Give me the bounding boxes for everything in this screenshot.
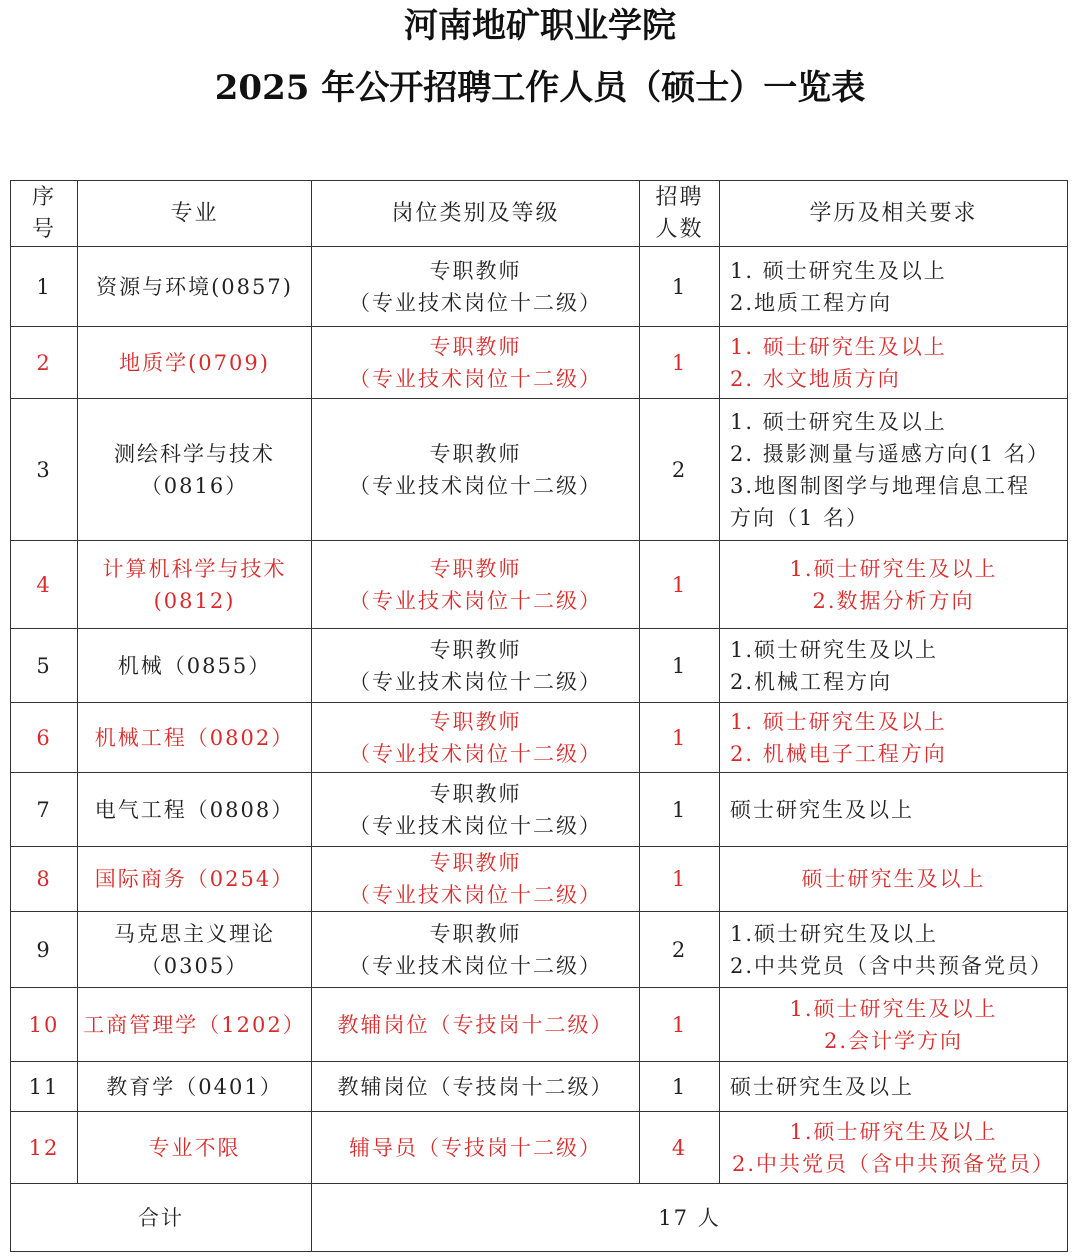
cell-seq: 5 xyxy=(11,629,78,703)
table-row xyxy=(11,541,1068,629)
table-header-row xyxy=(11,181,1068,247)
cell-major: 机械（0855） xyxy=(78,629,312,703)
cell-count: 1 xyxy=(640,847,720,912)
cell-major: 资源与环境(0857) xyxy=(78,247,312,327)
cell-count: 4 xyxy=(640,1112,720,1184)
cell-post: 专职教师 （专业技术岗位十二级） xyxy=(312,703,640,773)
cell-seq: 9 xyxy=(11,912,78,988)
recruitment-table xyxy=(10,180,1068,1252)
cell-requirements: 1.硕士研究生及以上 2.数据分析方向 xyxy=(720,541,1068,629)
table-row xyxy=(11,399,1068,541)
header-seq: 序 号 xyxy=(11,181,78,247)
cell-post: 专职教师 （专业技术岗位十二级） xyxy=(312,629,640,703)
document-subtitle: 2025 年公开招聘工作人员（硕士）一览表 xyxy=(214,68,866,108)
table-row xyxy=(11,988,1068,1062)
cell-seq: 1 xyxy=(11,247,78,327)
table-row xyxy=(11,247,1068,327)
cell-count: 1 xyxy=(640,703,720,773)
cell-post: 专职教师 （专业技术岗位十二级） xyxy=(312,847,640,912)
cell-requirements: 1.硕士研究生及以上 2.会计学方向 xyxy=(720,988,1068,1062)
cell-requirements: 1.硕士研究生及以上 2.中共党员（含中共预备党员） xyxy=(720,912,1068,988)
cell-seq: 12 xyxy=(11,1112,78,1184)
cell-major: 马克思主义理论 （0305） xyxy=(78,912,312,988)
header-major: 专业 xyxy=(78,181,312,247)
cell-major: 国际商务（0254） xyxy=(78,847,312,912)
cell-requirements: 硕士研究生及以上 xyxy=(720,1062,1068,1112)
cell-post: 辅导员（专技岗十二级） xyxy=(312,1112,640,1184)
cell-count: 1 xyxy=(640,327,720,399)
cell-requirements: 1.硕士研究生及以上 2.中共党员（含中共预备党员） xyxy=(720,1112,1068,1184)
cell-major: 工商管理学（1202） xyxy=(78,988,312,1062)
document-title: 河南地矿职业学院 xyxy=(404,6,676,46)
cell-requirements: 1.硕士研究生及以上 2.机械工程方向 xyxy=(720,629,1068,703)
cell-seq: 11 xyxy=(11,1062,78,1112)
cell-major: 电气工程（0808） xyxy=(78,773,312,847)
total-value: 17 人 xyxy=(312,1184,1068,1252)
cell-count: 1 xyxy=(640,773,720,847)
cell-major: 机械工程（0802） xyxy=(78,703,312,773)
total-row xyxy=(11,1184,1068,1252)
cell-seq: 3 xyxy=(11,399,78,541)
cell-count: 1 xyxy=(640,1062,720,1112)
table-row xyxy=(11,1062,1068,1112)
cell-seq: 8 xyxy=(11,847,78,912)
cell-requirements: 1. 硕士研究生及以上 2.地质工程方向 xyxy=(720,247,1068,327)
cell-count: 2 xyxy=(640,912,720,988)
cell-count: 2 xyxy=(640,399,720,541)
cell-major: 测绘科学与技术 （0816） xyxy=(78,399,312,541)
total-label: 合计 xyxy=(11,1184,312,1252)
cell-requirements: 1. 硕士研究生及以上 2. 机械电子工程方向 xyxy=(720,703,1068,773)
cell-major: 专业不限 xyxy=(78,1112,312,1184)
cell-count: 1 xyxy=(640,629,720,703)
cell-requirements: 硕士研究生及以上 xyxy=(720,847,1068,912)
cell-post: 专职教师 （专业技术岗位十二级） xyxy=(312,912,640,988)
cell-major: 地质学(0709) xyxy=(78,327,312,399)
header-requirements: 学历及相关要求 xyxy=(720,181,1068,247)
table-row xyxy=(11,912,1068,988)
cell-requirements: 1. 硕士研究生及以上 2. 摄影测量与遥感方向(1 名） 3.地图制图学与地理信息工程 方向（1 名） xyxy=(720,399,1068,541)
header-post: 岗位类别及等级 xyxy=(312,181,640,247)
cell-count: 1 xyxy=(640,541,720,629)
cell-count: 1 xyxy=(640,247,720,327)
cell-requirements: 硕士研究生及以上 xyxy=(720,773,1068,847)
cell-post: 专职教师 （专业技术岗位十二级） xyxy=(312,773,640,847)
table-row xyxy=(11,773,1068,847)
table-row xyxy=(11,703,1068,773)
table-row xyxy=(11,1112,1068,1184)
cell-post: 专职教师 （专业技术岗位十二级） xyxy=(312,327,640,399)
cell-seq: 2 xyxy=(11,327,78,399)
table-row xyxy=(11,629,1068,703)
cell-post: 专职教师 （专业技术岗位十二级） xyxy=(312,399,640,541)
table-row xyxy=(11,327,1068,399)
cell-post: 教辅岗位（专技岗十二级） xyxy=(312,1062,640,1112)
cell-major: 计算机科学与技术 (0812) xyxy=(78,541,312,629)
cell-requirements: 1. 硕士研究生及以上 2. 水文地质方向 xyxy=(720,327,1068,399)
cell-post: 专职教师 （专业技术岗位十二级） xyxy=(312,541,640,629)
table-row xyxy=(11,847,1068,912)
cell-seq: 7 xyxy=(11,773,78,847)
cell-seq: 6 xyxy=(11,703,78,773)
cell-count: 1 xyxy=(640,988,720,1062)
cell-major: 教育学（0401） xyxy=(78,1062,312,1112)
cell-post: 教辅岗位（专技岗十二级） xyxy=(312,988,640,1062)
cell-post: 专职教师 （专业技术岗位十二级） xyxy=(312,247,640,327)
cell-seq: 10 xyxy=(11,988,78,1062)
header-count: 招聘 人数 xyxy=(640,181,720,247)
cell-seq: 4 xyxy=(11,541,78,629)
